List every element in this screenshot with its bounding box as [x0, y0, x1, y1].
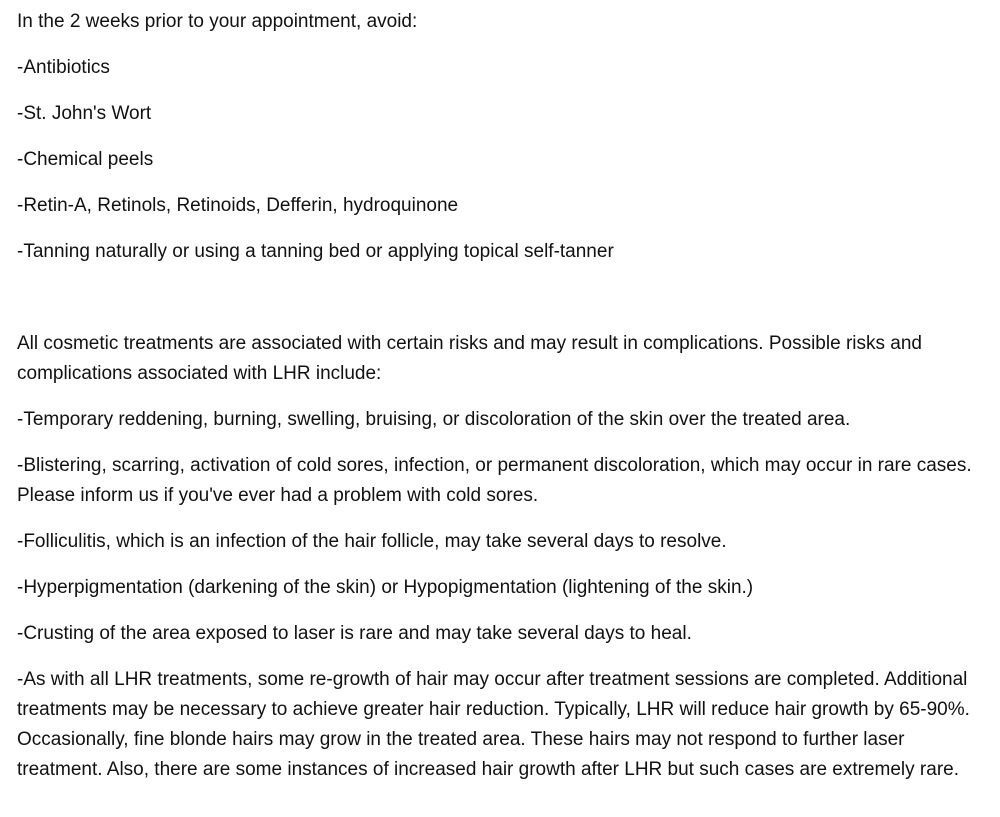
avoid-heading: In the 2 weeks prior to your appointment, avoid:	[17, 11, 418, 32]
document-body	[17, 7, 977, 801]
risk-item-reddening: -Temporary reddening, burning, swelling, bruising, or discoloration of the skin over the treated area.	[17, 409, 851, 430]
risks-heading: All cosmetic treatments are associated with certain risks and may result in complications. Possible risks and complications associated with LHR include:	[17, 333, 922, 384]
risk-item-folliculitis: -Folliculitis, which is an infection of the hair follicle, may take several days to resolve.	[17, 531, 727, 552]
risk-item-pigmentation: -Hyperpigmentation (darkening of the skin) or Hypopigmentation (lightening of the skin.)	[17, 577, 754, 598]
avoid-item-retinoids: -Retin-A, Retinols, Retinoids, Defferin, hydroquinone	[17, 195, 459, 216]
risk-item-blistering: -Blistering, scarring, activation of cold sores, infection, or permanent discoloration, which may occur in rare cases. Please inform us if you've ever had a problem with cold sores.	[17, 455, 972, 506]
avoid-item-tanning: -Tanning naturally or using a tanning bed or applying topical self-tanner	[17, 241, 614, 262]
risk-item-crusting: -Crusting of the area exposed to laser is rare and may take several days to heal.	[17, 623, 692, 644]
avoid-item-st-johns-wort: -St. John's Wort	[17, 103, 152, 124]
section-spacer	[17, 283, 977, 313]
avoid-item-chemical-peels: -Chemical peels	[17, 149, 154, 170]
avoid-item-antibiotics: -Antibiotics	[17, 57, 110, 78]
risk-item-regrowth: -As with all LHR treatments, some re-growth of hair may occur after treatment sessions are completed. Additional treatments may be necessary to achieve greater hair reduction. Typically, LHR will reduce hair growth by 65-90%. Occasionally, fine blonde hairs may grow in the treated area. These hairs may not respond to further laser treatment. Also, there are some instances of increased hair growth after LHR but such cases are extremely rare.	[17, 669, 970, 780]
